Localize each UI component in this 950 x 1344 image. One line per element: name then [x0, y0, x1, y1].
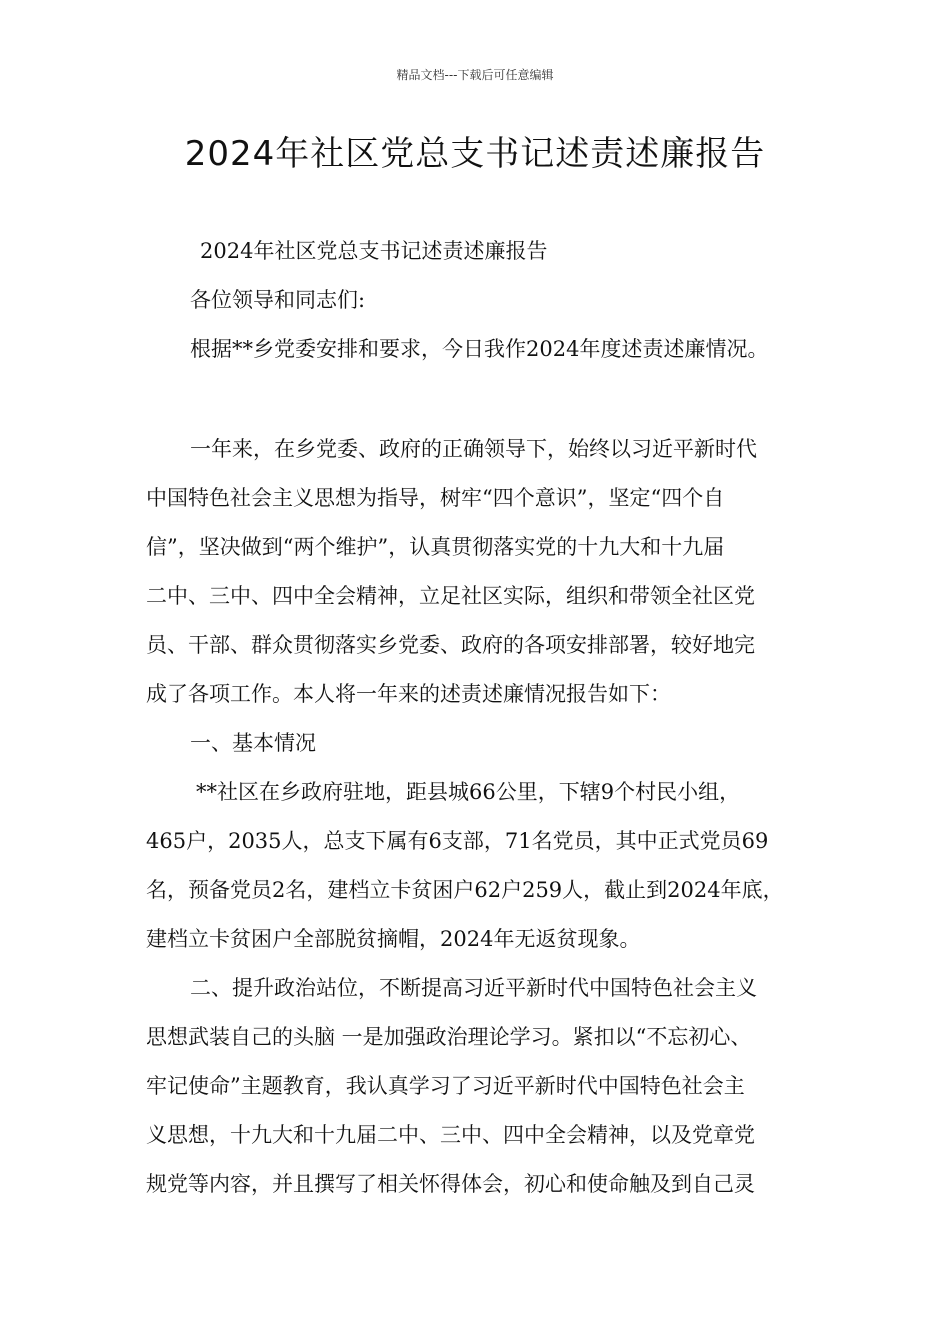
subtitle-line: 2024年社区党总支书记述责述廉报告 — [200, 239, 548, 263]
paragraph-line: 二、提升政治站位，不断提高习近平新时代中国特色社会主义 — [190, 976, 757, 1000]
paragraph-line: 成了各项工作。本人将一年来的述责述廉情况报告如下： — [146, 682, 671, 706]
paragraph-line: 中国特色社会主义思想为指导，树牢“四个意识”，坚定“四个自 — [146, 486, 725, 510]
intro-block — [146, 227, 810, 374]
paragraph-line: 名，预备党员2名，建档立卡贫困户62户259人，截止到2024年底， — [146, 878, 784, 902]
paragraph-line: 信”，坚决做到“两个维护”，认真贯彻落实党的十九大和十九届 — [146, 535, 725, 559]
paragraph-line: 一年来，在乡党委、政府的正确领导下，始终以习近平新时代 — [190, 437, 757, 461]
paragraph-line: 义思想，十九大和十九届二中、三中、四中全会精神，以及党章党 — [146, 1123, 755, 1147]
salutation-line: 各位领导和同志们: — [190, 288, 366, 312]
document-title: 2024年社区党总支书记述责述廉报告 — [184, 134, 766, 174]
paragraph-line: 思想武装自己的头脑 一是加强政治理论学习。紧扣以“不忘初心、 — [146, 1025, 752, 1049]
paragraph-line: 牢记使命”主题教育，我认真学习了习近平新时代中国特色社会主 — [146, 1074, 745, 1098]
paragraph-line: **社区在乡政府驻地，距县城66公里，下辖9个村民小组， — [196, 780, 741, 804]
paragraph-line: 465户，2035人，总支下属有6支部，71名党员，其中正式党员69 — [146, 829, 769, 853]
section-heading: 一、基本情况 — [190, 731, 316, 755]
paragraph-line: 规党等内容，并且撰写了相关怀得体会，初心和使命触及到自己灵 — [146, 1172, 755, 1196]
paragraph-line: 员、干部、群众贯彻落实乡党委、政府的各项安排部署，较好地完 — [146, 633, 755, 657]
opening-line: 根据**乡党委安排和要求，今日我作2024年度述责述廉情况。 — [190, 337, 769, 361]
header-note: 精品文档---下载后可任意编辑 — [396, 68, 554, 82]
paragraph-line: 二中、三中、四中全会精神，立足社区实际，组织和带领全社区党 — [146, 584, 755, 608]
main-body — [146, 425, 810, 1209]
paragraph-line: 建档立卡贫困户全部脱贫摘帽，2024年无返贫现象。 — [146, 927, 641, 951]
